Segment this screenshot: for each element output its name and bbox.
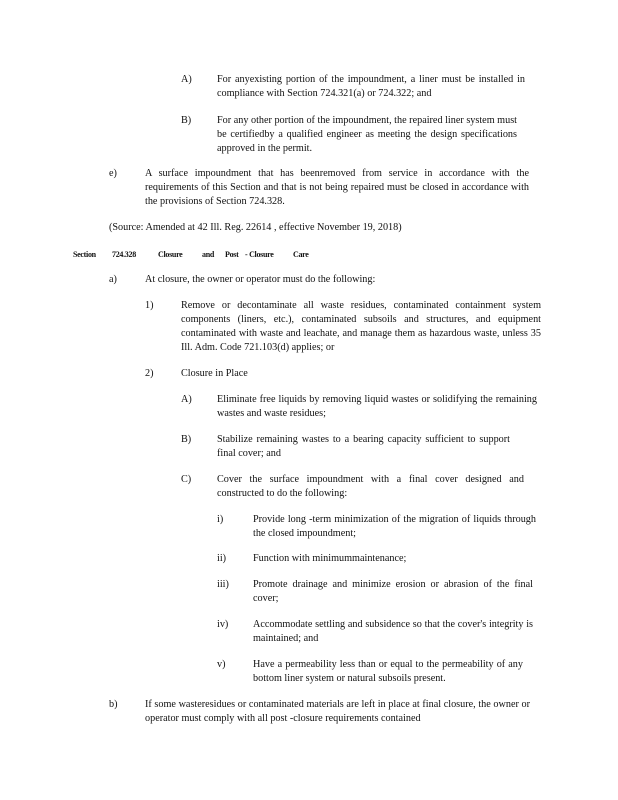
item-label-a2: 2)	[145, 368, 154, 379]
section-title-post: Post	[225, 250, 239, 259]
section-title-care: Care	[293, 250, 309, 259]
item-text-A: For anyexisting portion of the impoundment, a liner must be installed in compliance with Section 724.321(a) or 724.322; and	[217, 74, 525, 99]
item-text-a2B: Stabilize remaining wastes to a bearing capacity sufficient to support final cover; and	[217, 434, 510, 459]
source-note: (Source: Amended at 42 Ill. Reg. 22614 , effective November 19, 2018)	[109, 222, 402, 233]
section-word: Section	[73, 250, 96, 259]
item-label-a2A: A)	[181, 394, 192, 405]
item-text-a1: Remove or decontaminate all waste residues, contaminated containment system components (liners, etc.), contaminated subsoils and structures, and equipment contaminated with waste and leachate, and manage them as hazardous waste, unless 35 Ill. Adm. Code 721.103(d) applies; or	[181, 300, 541, 353]
item-text-a: At closure, the owner or operator must do the following:	[145, 274, 376, 285]
item-label-B: B)	[181, 115, 192, 126]
item-label-a2C: C)	[181, 474, 192, 485]
item-text-v: Have a permeability less than or equal to the permeability of any bottom liner system or natural subsoils present.	[253, 659, 523, 684]
item-text-a2: Closure in Place	[181, 368, 248, 379]
item-text-a2C: Cover the surface impoundment with a final cover designed and constructed to do the following:	[217, 474, 524, 499]
item-label-a2B: B)	[181, 434, 192, 445]
section-title-closure2: - Closure	[245, 250, 274, 259]
item-label-a: a)	[109, 274, 117, 285]
section-heading	[0, 249, 618, 261]
item-text-ii: Function with minimummaintenance;	[253, 553, 407, 564]
item-label-e: e)	[109, 168, 117, 179]
item-text-a2A: Eliminate free liquids by removing liquid wastes or solidifying the remaining wastes and waste residues;	[217, 394, 537, 419]
item-label-b: b)	[109, 699, 118, 710]
item-text-iii: Promote drainage and minimize erosion or abrasion of the final cover;	[253, 579, 533, 604]
item-label-A: A)	[181, 74, 192, 85]
section-number: 724.328	[112, 250, 136, 259]
section-title-and: and	[202, 250, 214, 259]
item-label-a1: 1)	[145, 300, 154, 311]
item-label-i: i)	[217, 514, 224, 525]
item-label-ii: ii)	[217, 553, 227, 564]
item-text-b: If some wasteresidues or contaminated materials are left in place at final closure, the owner or operator must comply with all post -closure requirements contained	[145, 699, 530, 724]
section-title-closure: Closure	[158, 250, 183, 259]
item-label-iv: iv)	[217, 619, 229, 630]
item-text-B: For any other portion of the impoundment, the repaired liner system must be certifiedby a qualified engineer as meeting the design specifications approved in the permit.	[217, 115, 517, 154]
item-text-i: Provide long -term minimization of the migration of liquids through the closed impoundment;	[253, 514, 536, 539]
item-text-iv: Accommodate settling and subsidence so that the cover's integrity is maintained; and	[253, 619, 533, 644]
item-label-iii: iii)	[217, 579, 229, 590]
item-text-e: A surface impoundment that has beenremoved from service in accordance with the requirements of this Section and that is not being repaired must be closed in accordance with the provisions of Section 724.328.	[145, 168, 529, 207]
item-label-v: v)	[217, 659, 226, 670]
